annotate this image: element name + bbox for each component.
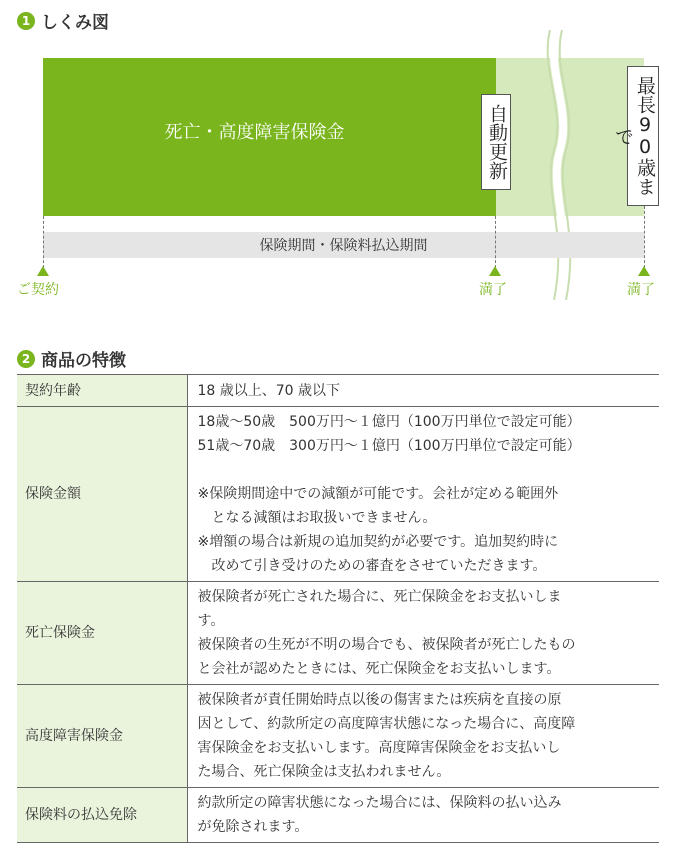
row-header: 死亡保険金: [17, 582, 187, 685]
section-title-text: しくみ図: [41, 13, 109, 33]
row-header: 保険料の払込免除: [17, 788, 187, 843]
time-break-icon: [540, 30, 576, 300]
text-line: た場合、死亡保険金は支払われません。: [197, 764, 451, 780]
note-line: 改めて引き受けのための審査をさせていただきます。: [211, 558, 547, 574]
renewal-end-label: 満了: [479, 282, 507, 298]
note-mark: ※: [197, 486, 210, 502]
start-label: ご契約: [17, 282, 59, 298]
coverage-bar-label: 死亡・高度障害保険金: [164, 122, 345, 143]
section-number-badge: 2: [17, 350, 35, 368]
section-title-features: [17, 346, 126, 371]
note-line: となる減額はお取扱いできません。: [211, 510, 437, 526]
row-header: 契約年齢: [17, 375, 187, 407]
row-header: 高度障害保険金: [17, 685, 187, 788]
period-label: 保険期間・保険料払込期間: [259, 238, 428, 254]
note-text: 保険期間途中での減額が可能です。会社が定める範囲外: [209, 486, 559, 502]
table-row-age: [17, 375, 659, 407]
row-value: [187, 685, 659, 788]
final-end-label: 満了: [627, 282, 655, 298]
coverage-bar: [43, 58, 496, 216]
text-line: す。: [197, 613, 225, 629]
period-band: [43, 232, 644, 258]
end-dashed-line: [644, 206, 645, 268]
section-title-text: 商品の特徴: [41, 351, 126, 371]
start-dashed-line: [43, 216, 44, 268]
max-age-text: 最長90歳まで: [612, 76, 656, 196]
amount-line: 18歳～50歳 500万円～１億円（100万円単位で設定可能）: [197, 414, 581, 430]
table-row-disability: [17, 685, 659, 788]
renewal-marker-icon: [489, 266, 501, 276]
text-line: が免除されます。: [197, 819, 309, 835]
start-marker-icon: [37, 266, 49, 276]
text-line: 被保険者の生死が不明の場合でも、被保険者が死亡したもの: [197, 637, 576, 653]
text-line: 害保険金をお支払いします。高度障害保険金をお支払いし: [197, 740, 561, 756]
note-mark: ※: [197, 534, 210, 550]
renewal-dashed-line: [495, 216, 496, 268]
features-table: [17, 374, 659, 843]
row-value: [187, 788, 659, 843]
mechanism-diagram: [0, 0, 675, 320]
section-number-badge: 1: [17, 12, 35, 30]
table-row-death: [17, 582, 659, 685]
note-line: [198, 482, 652, 506]
row-header: 保険金額: [17, 407, 187, 582]
row-value: 18 歳以上、70 歳以下: [187, 375, 659, 407]
text-line: 被保険者が死亡された場合に、死亡保険金をお支払いしま: [197, 589, 562, 605]
text-line: 約款所定の障害状態になった場合には、保険料の払い込み: [197, 795, 562, 811]
text-line: 因として、約款所定の高度障害状態になった場合に、高度障: [197, 716, 576, 732]
max-age-label: [612, 66, 659, 206]
row-value: [187, 407, 659, 582]
table-row-waiver: [17, 788, 659, 843]
amount-line: 51歳～70歳 300万円～１億円（100万円単位で設定可能）: [197, 438, 581, 454]
row-value: [187, 582, 659, 685]
note-text: 増額の場合は新規の追加契約が必要です。追加契約時に: [209, 534, 559, 550]
table-row-amount: [17, 407, 659, 582]
text-line: と会社が認めたときには、死亡保険金をお支払いします。: [197, 661, 561, 677]
end-marker-icon: [638, 266, 650, 276]
text-line: 被保険者が責任開始時点以後の傷害または疾病を直接の原: [197, 692, 562, 708]
auto-renewal-label: 自動更新: [481, 94, 511, 190]
note-line: [198, 530, 652, 554]
